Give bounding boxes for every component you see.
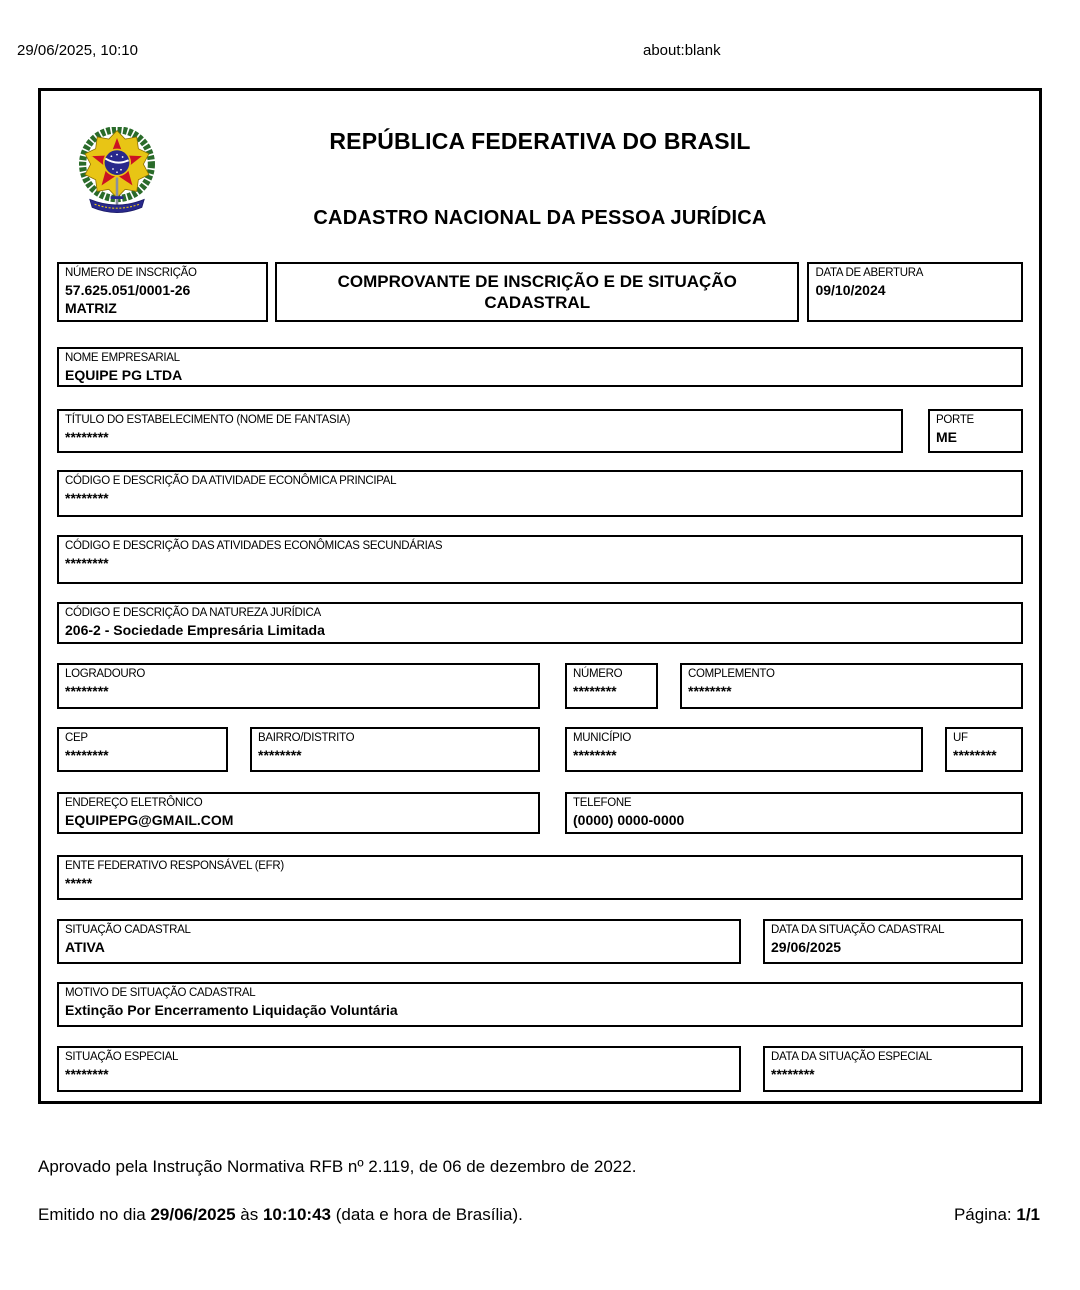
brazil-coat-of-arms-icon bbox=[77, 127, 157, 224]
page-number bbox=[954, 1205, 1040, 1225]
certificate-title-box: COMPROVANTE DE INSCRIÇÃO E DE SITUAÇÃO CADASTRAL bbox=[275, 262, 799, 322]
field-label: MOTIVO DE SITUAÇÃO CADASTRAL bbox=[65, 987, 256, 999]
field-label: DATA DE ABERTURA bbox=[815, 267, 924, 279]
field-value: ******** bbox=[771, 1065, 815, 1082]
row-email-telefone bbox=[57, 792, 1023, 834]
emitted-suffix: (data e hora de Brasília). bbox=[331, 1205, 523, 1224]
row-situacao-especial bbox=[57, 1046, 1023, 1092]
field-label: SITUAÇÃO ESPECIAL bbox=[65, 1051, 179, 1063]
field-value: EQUIPEPG@GMAIL.COM bbox=[65, 811, 234, 828]
emitted-note bbox=[38, 1205, 523, 1225]
field-value: ******** bbox=[65, 746, 109, 763]
field-efr bbox=[57, 855, 1023, 900]
field-label: UF bbox=[953, 732, 968, 744]
row-endereco bbox=[57, 663, 1023, 709]
republic-title: REPÚBLICA FEDERATIVA DO BRASIL bbox=[329, 128, 751, 154]
field-data-situacao-cadastral bbox=[763, 919, 1023, 964]
row-natureza-juridica bbox=[57, 602, 1023, 644]
field-complemento bbox=[680, 663, 1023, 709]
field-value: 09/10/2024 bbox=[815, 281, 886, 298]
field-value: 206-2 - Sociedade Empresária Limitada bbox=[65, 621, 325, 638]
field-value: ******** bbox=[573, 682, 617, 699]
field-label: PORTE bbox=[936, 414, 974, 426]
emitted-time: 10:10:43 bbox=[262, 1205, 332, 1224]
row-atividades-secundarias bbox=[57, 535, 1023, 584]
field-label: TÍTULO DO ESTABELECIMENTO (NOME DE FANTASIA) bbox=[65, 414, 351, 426]
field-label: TELEFONE bbox=[573, 797, 632, 809]
field-situacao-cadastral bbox=[57, 919, 741, 964]
field-value: ATIVA bbox=[65, 938, 105, 955]
field-value: (0000) 0000-0000 bbox=[573, 811, 685, 828]
field-nome-empresarial bbox=[57, 347, 1023, 387]
field-label: COMPLEMENTO bbox=[688, 668, 775, 680]
field-value: ******** bbox=[65, 1065, 109, 1082]
field-label: NÚMERO bbox=[573, 668, 623, 680]
field-label: CEP bbox=[65, 732, 88, 744]
field-value: ******** bbox=[65, 489, 109, 506]
field-value: ******** bbox=[65, 428, 109, 445]
field-value: ******** bbox=[65, 554, 109, 571]
emitted-middle: às bbox=[235, 1205, 263, 1224]
field-uf bbox=[945, 727, 1023, 772]
field-value: ******** bbox=[953, 746, 997, 763]
page-value: 1/1 bbox=[1016, 1205, 1040, 1224]
field-label: CÓDIGO E DESCRIÇÃO DA ATIVIDADE ECONÔMICA PRINCIPAL bbox=[65, 475, 397, 487]
field-label: MUNICÍPIO bbox=[573, 732, 631, 744]
cnpj-title: CADASTRO NACIONAL DA PESSOA JURÍDICA bbox=[313, 207, 767, 229]
field-value: ***** bbox=[65, 874, 93, 891]
page-label: Página: bbox=[953, 1205, 1017, 1224]
field-municipio bbox=[565, 727, 923, 772]
row-cep-bairro-municipio-uf bbox=[57, 727, 1023, 772]
field-value: ME bbox=[936, 428, 957, 445]
row-inscricao-comprovante-abertura bbox=[57, 262, 1023, 322]
document-frame bbox=[38, 88, 1042, 1104]
field-telefone bbox=[565, 792, 1023, 834]
field-natureza-juridica bbox=[57, 602, 1023, 644]
field-bairro bbox=[250, 727, 540, 772]
field-data-abertura bbox=[807, 262, 1023, 322]
field-nome-fantasia bbox=[57, 409, 903, 453]
field-value: ******** bbox=[688, 682, 732, 699]
field-value: Extinção Por Encerramento Liquidação Voluntária bbox=[65, 1001, 398, 1018]
emitted-date: 29/06/2025 bbox=[150, 1205, 236, 1224]
field-label: LOGRADOURO bbox=[65, 668, 146, 680]
field-value-matriz: MATRIZ bbox=[65, 300, 117, 317]
field-label: DATA DA SITUAÇÃO CADASTRAL bbox=[771, 924, 945, 936]
field-label: CÓDIGO E DESCRIÇÃO DAS ATIVIDADES ECONÔMICAS SECUNDÁRIAS bbox=[65, 540, 443, 552]
field-value: 29/06/2025 bbox=[771, 938, 842, 955]
field-motivo-situacao bbox=[57, 982, 1023, 1027]
approval-note: Aprovado pela Instrução Normativa RFB nº 2.119, de 06 de dezembro de 2022. bbox=[38, 1157, 637, 1176]
print-header-url: about:blank bbox=[643, 42, 721, 59]
field-atividade-principal bbox=[57, 470, 1023, 517]
document-header bbox=[57, 91, 1023, 262]
field-value: 57.625.051/0001-26 bbox=[65, 281, 191, 298]
field-numero bbox=[565, 663, 658, 709]
row-motivo-situacao bbox=[57, 982, 1023, 1027]
field-value: ******** bbox=[258, 746, 302, 763]
row-efr bbox=[57, 855, 1023, 900]
field-value: ******** bbox=[65, 682, 109, 699]
field-label: ENTE FEDERATIVO RESPONSÁVEL (EFR) bbox=[65, 860, 284, 872]
print-header-datetime: 29/06/2025, 10:10 bbox=[17, 42, 138, 59]
row-fantasia-porte bbox=[57, 409, 1023, 453]
row-nome-empresarial bbox=[57, 347, 1023, 387]
emitted-prefix: Emitido no dia bbox=[38, 1205, 151, 1224]
field-cep bbox=[57, 727, 228, 772]
field-situacao-especial bbox=[57, 1046, 741, 1092]
field-label: NÚMERO DE INSCRIÇÃO bbox=[65, 267, 197, 279]
field-value: EQUIPE PG LTDA bbox=[65, 366, 183, 383]
row-situacao-cadastral bbox=[57, 919, 1023, 964]
field-label: NOME EMPRESARIAL bbox=[65, 352, 180, 364]
row-atividade-principal bbox=[57, 470, 1023, 517]
field-label: SITUAÇÃO CADASTRAL bbox=[65, 924, 191, 936]
field-atividades-secundarias bbox=[57, 535, 1023, 584]
field-label: CÓDIGO E DESCRIÇÃO DA NATUREZA JURÍDICA bbox=[65, 607, 321, 619]
field-email bbox=[57, 792, 540, 834]
field-value: ******** bbox=[573, 746, 617, 763]
field-data-situacao-especial bbox=[763, 1046, 1023, 1092]
field-porte bbox=[928, 409, 1023, 453]
field-label: ENDEREÇO ELETRÔNICO bbox=[65, 797, 203, 809]
field-numero-inscricao bbox=[57, 262, 268, 322]
field-label: BAIRRO/DISTRITO bbox=[258, 732, 355, 744]
field-label: DATA DA SITUAÇÃO ESPECIAL bbox=[771, 1051, 932, 1063]
field-logradouro bbox=[57, 663, 540, 709]
